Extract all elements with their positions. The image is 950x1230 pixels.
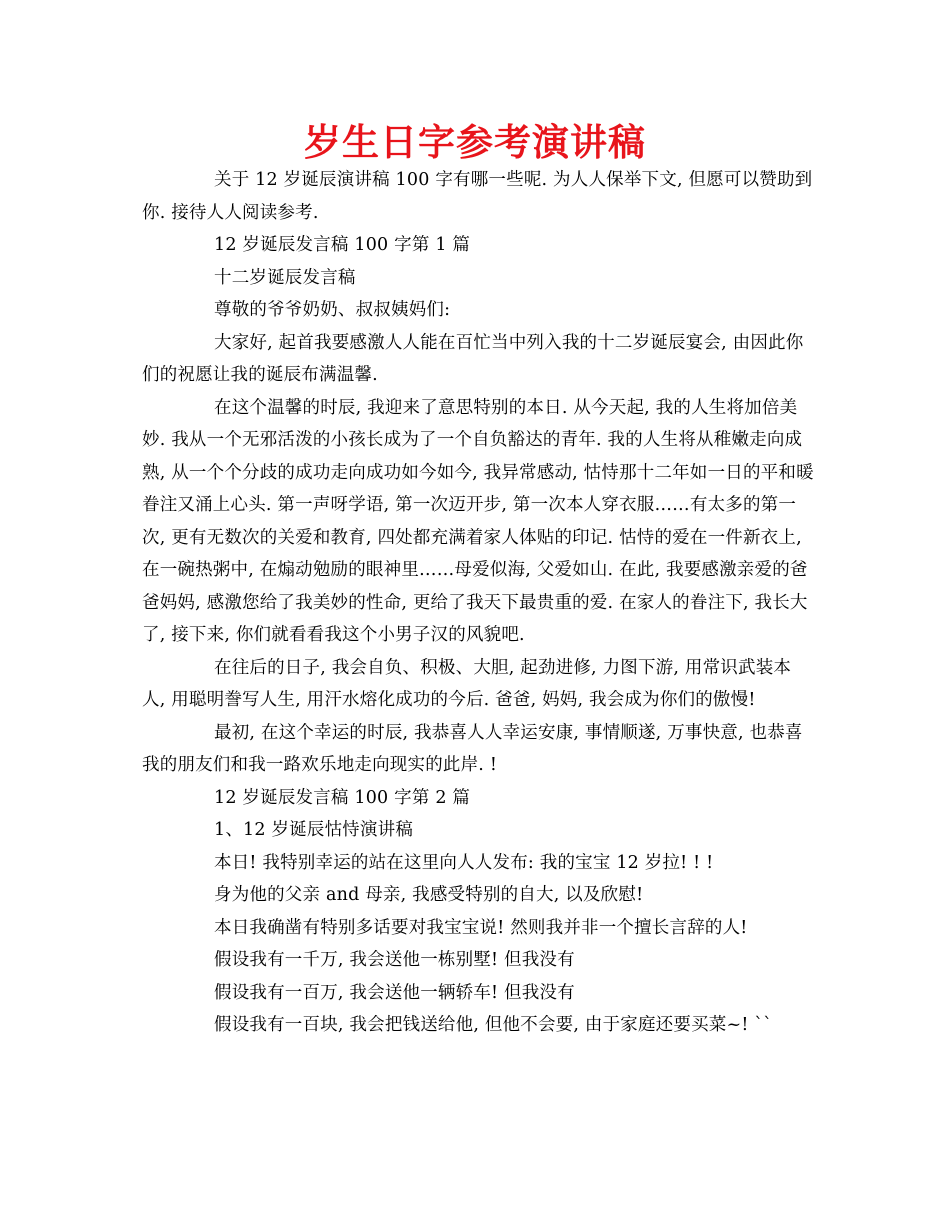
paragraph-line-4: 假设我有一千万, 我会送他一栋别墅! 但我没有	[214, 950, 575, 970]
paragraph-salutation: 尊敬的爷爷奶奶、叔叔姨妈们:	[214, 300, 451, 320]
paragraph-closing: 最初, 在这个幸运的时辰, 我恭喜人人幸运安康, 事情顺遂, 万事快意, 也恭喜我的朋友们和我一路欢乐地走向现实的此岸. !	[142, 722, 803, 775]
paragraph-line-2: 身为他的父亲 and 母亲, 我感受特别的自大, 以及欣慰!	[214, 885, 644, 905]
paragraph-heading-2: 12 岁诞辰发言稿 100 字第 2 篇	[214, 787, 471, 808]
paragraph-line-3: 本日我确凿有特别多话要对我宝宝说! 然则我并非一个擅长言辞的人!	[214, 917, 748, 938]
paragraph-intro: 关于 12 岁诞辰演讲稿 100 字有哪一些呢. 为人人保举下文, 但愿可以赞助到你. 接待人人阅读参考.	[142, 170, 813, 223]
document-body	[142, 164, 814, 1042]
paragraph-line-6: 假设我有一百块, 我会把钱送给他, 但他不会要, 由于家庭还要买菜~! ``	[214, 1015, 773, 1035]
paragraph-line-5: 假设我有一百万, 我会送他一辆轿车! 但我没有	[214, 982, 575, 1003]
paragraph-main: 在这个温馨的时辰, 我迎来了意思特别的本日. 从今天起, 我的人生将加倍美妙. 我从一个无邪活泼的小孩长成为了一个自负豁达的青年. 我的人生将从稚嫩走向成熟, 从一个个分歧的成功走向成功如今如今, 我异常感动, 怙恃那十二年如一日的平和暖眷注又涌上心头. 第一声呀学语, 第一次迈开步, 第一次本人穿衣服……有太多的第一次, 更有无数次的关爱和教育, 四处都充满着家人体贴的印记. 怙恃的爱在一件新衣上, 在一碗热粥中, 在煽动勉励的眼神里……母爱似海, 父爱如山. 在此, 我要感激亲爱的爸爸妈妈, 感激您给了我美妙的性命, 更给了我天下最贵重的爱. 在家人的眷注下, 我长大了, 接下来, 你们就看看我这个小男子汉的风貌吧.	[142, 397, 814, 645]
paragraph-subheading: 1、12 岁诞辰怙恃演讲稿	[214, 820, 414, 840]
paragraph-heading-1: 12 岁诞辰发言稿 100 字第 1 篇	[214, 235, 471, 255]
paragraph-subtitle: 十二岁诞辰发言稿	[214, 267, 356, 288]
paragraph-line-1: 本日! 我特别幸运的站在这里向人人发布: 我的宝宝 12 岁拉! ! !	[214, 852, 714, 873]
document-title: 岁生日字参考演讲稿	[304, 121, 646, 164]
paragraph-greeting: 大家好, 起首我要感激人人能在百忙当中列入我的十二岁诞辰宴会, 由因此你们的祝愿让我的诞辰布满温馨.	[142, 332, 804, 385]
paragraph-future: 在往后的日子, 我会自负、积极、大胆, 起劲进修, 力图下游, 用常识武装本人, 用聪明誊写人生, 用汗水熔化成功的今后. 爸爸, 妈妈, 我会成为你们的傲慢!	[142, 657, 792, 710]
